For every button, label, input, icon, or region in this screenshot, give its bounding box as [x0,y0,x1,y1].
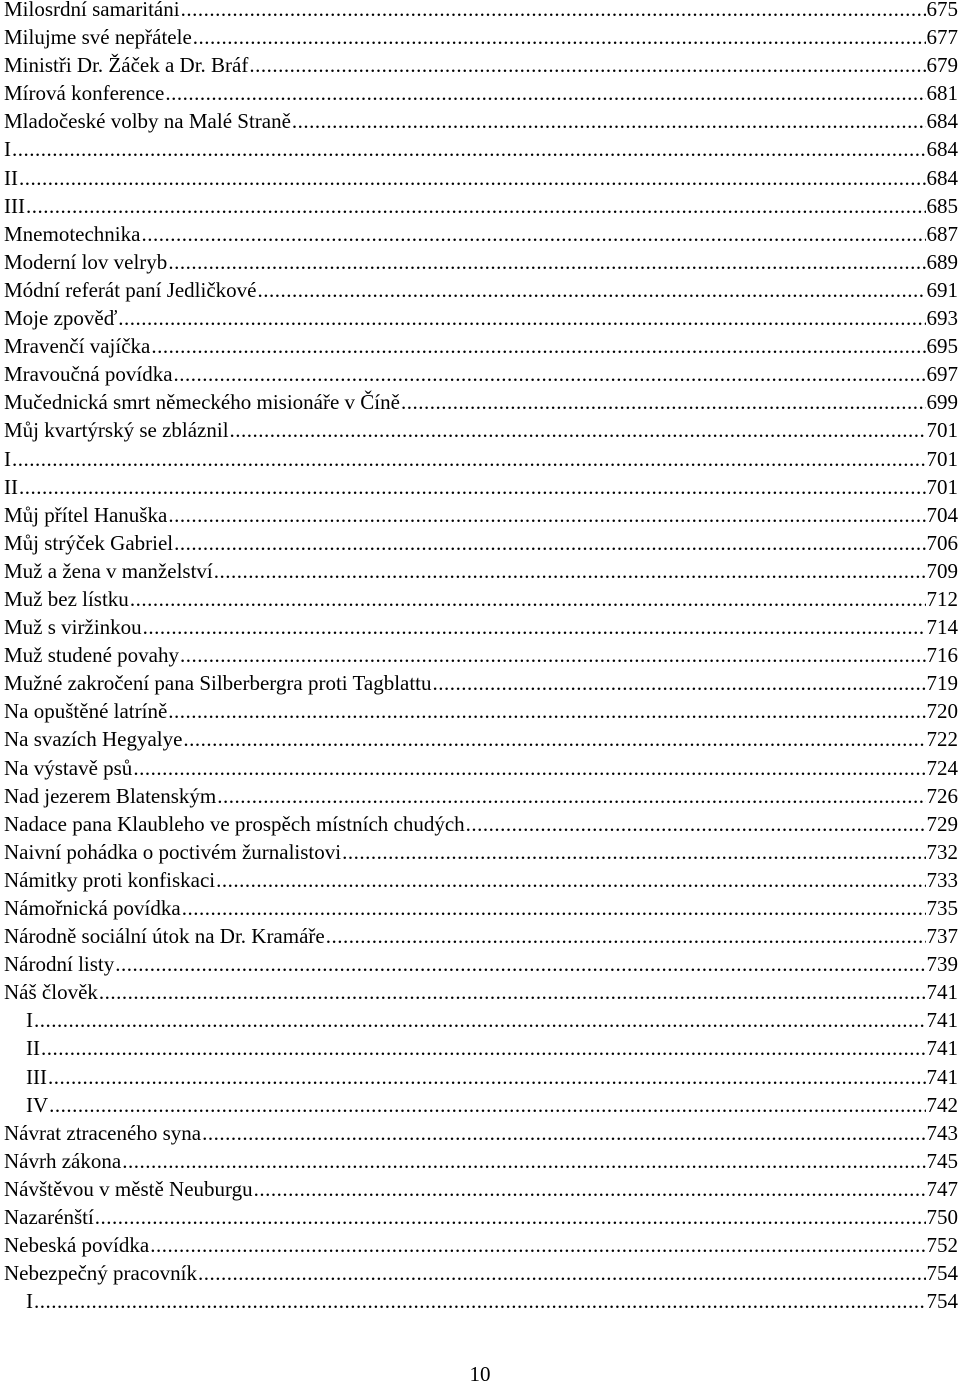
toc-entry-title: II [4,474,18,499]
toc-dot-leader [150,1231,925,1259]
toc-dot-leader [168,248,925,276]
toc-entry-page: 752 [926,1233,958,1258]
toc-entry-title: Mravenčí vajíčka [4,334,151,359]
toc-entry-page: 681 [926,81,958,106]
toc-entry-page: 716 [926,643,958,668]
toc-entry-page: 737 [926,924,958,949]
toc-dot-leader [168,501,925,529]
toc-entry-page: 685 [926,193,958,218]
toc-entry[interactable] [4,697,958,725]
toc-entry-page: 719 [926,671,958,696]
toc-entry-title: Muž s viržinkou [4,615,142,640]
toc-entry[interactable] [4,810,958,838]
toc-entry-title: Národní listy [4,952,115,977]
toc-entry[interactable] [4,51,958,79]
toc-entry[interactable] [4,1006,958,1034]
toc-entry-title: Nebeská povídka [4,1233,150,1258]
toc-entry[interactable] [4,164,958,192]
toc-dot-leader [168,697,925,725]
toc-dot-leader [180,641,926,669]
toc-dot-leader [214,557,926,585]
toc-entry-title: Milujme své nepřátele [4,25,192,50]
toc-entry-page: 741 [926,1008,958,1033]
toc-entry-title: Milosrdní samaritáni [4,0,180,21]
toc-entry-title: Na výstavě psů [4,755,133,780]
toc-dot-leader [130,585,926,613]
toc-entry-page: 684 [926,165,958,190]
toc-entry-title: I [4,446,11,471]
toc-dot-leader [95,1203,926,1231]
toc-entry[interactable] [4,669,958,697]
toc-dot-leader [143,613,926,641]
toc-entry[interactable] [4,782,958,810]
toc-entry-title: Nebezpečný pracovník [4,1261,197,1286]
toc-dot-leader [165,79,925,107]
toc-entry[interactable] [4,1063,958,1091]
toc-entry[interactable] [4,894,958,922]
toc-entry[interactable] [4,641,958,669]
toc-dot-leader [34,1287,926,1315]
toc-entry-page: 687 [926,221,958,246]
toc-entry[interactable] [4,1175,958,1203]
toc-entry-page: 733 [926,867,958,892]
toc-entry[interactable] [4,950,958,978]
toc-entry-page: 675 [926,0,958,21]
toc-entry[interactable] [4,922,958,950]
toc-entry[interactable] [4,220,958,248]
toc-dot-leader [19,473,926,501]
toc-dot-leader [249,51,925,79]
toc-dot-leader [48,1063,926,1091]
toc-entry-page: 747 [926,1176,958,1201]
toc-entry-title: Na opuštěné latríně [4,699,168,724]
toc-entry-page: 741 [926,980,958,1005]
toc-entry-page: 714 [926,615,958,640]
toc-dot-leader [181,0,926,23]
toc-dot-leader [326,922,926,950]
toc-entry[interactable] [4,473,958,501]
toc-entry-page: 701 [926,446,958,471]
toc-dot-leader [193,23,926,51]
toc-dot-leader [466,810,926,838]
toc-entry-page: 726 [926,783,958,808]
toc-dot-leader [342,838,925,866]
toc-dot-leader [49,1091,925,1119]
toc-entry-title: Návrat ztraceného syna [4,1120,202,1145]
toc-entry[interactable] [4,1147,958,1175]
toc-entry-title: Módní referát paní Jedličkové [4,277,257,302]
toc-entry[interactable] [4,754,958,782]
toc-entry-page: 750 [926,1205,958,1230]
toc-entry-page: 695 [926,334,958,359]
toc-entry-title: Národně sociální útok na Dr. Kramáře [4,924,325,949]
toc-entry-title: Muž bez lístku [4,586,129,611]
toc-entry-title: Námořnická povídka [4,896,181,920]
toc-entry-page: 701 [926,474,958,499]
toc-entry[interactable] [4,501,958,529]
toc-entry[interactable] [4,866,958,894]
toc-entry[interactable] [4,79,958,107]
toc-entry-title: IV [26,1092,49,1117]
toc-dot-leader [41,1034,926,1062]
toc-entry-title: Nad jezerem Blatenským [4,783,217,808]
toc-entry-page: 754 [926,1289,958,1314]
toc-entry-title: Můj kvartýrský se zbláznil [4,418,229,443]
toc-entry[interactable] [4,248,958,276]
toc-entry-title: Námitky proti konfiskaci [4,867,216,892]
toc-entry-title: I [26,1008,33,1033]
toc-entry-title: III [4,193,25,218]
toc-entry-title: Moje zpověď [4,306,118,331]
toc-dot-leader [217,782,925,810]
toc-dot-leader [115,950,925,978]
toc-entry-title: Mnemotechnika [4,221,141,246]
toc-entry-title: Na svazích Hegyalye [4,727,183,752]
toc-entry[interactable] [4,107,958,135]
toc-entry-title: I [26,1289,33,1314]
toc-entry[interactable] [4,304,958,332]
toc-entry-page: 724 [926,755,958,780]
toc-entry[interactable] [4,192,958,220]
toc-entry-page: 722 [926,727,958,752]
toc-dot-leader [258,276,926,304]
toc-entry-page: 699 [926,390,958,415]
toc-entry-title: Můj strýček Gabriel [4,530,174,555]
toc-entry-page: 704 [926,502,958,527]
toc-entry-title: Muž studené povahy [4,643,179,668]
toc-entry-page: 741 [926,1036,958,1061]
toc-entry[interactable] [4,332,958,360]
toc-dot-leader [292,107,926,135]
toc-dot-leader [401,388,926,416]
toc-entry[interactable] [4,529,958,557]
toc-dot-leader [254,1175,926,1203]
toc-entry-page: 684 [926,109,958,134]
toc-dot-leader [26,192,926,220]
toc-entry[interactable] [4,1091,958,1119]
toc-entry-page: 709 [926,558,958,583]
table-of-contents [4,0,958,1315]
toc-entry-page: 729 [926,811,958,836]
toc-entry[interactable] [4,613,958,641]
toc-entry[interactable] [4,276,958,304]
toc-entry[interactable] [4,978,958,1006]
toc-entry-title: Nadace pana Klaubleho ve prospěch místních chudých [4,811,465,836]
toc-entry[interactable] [4,725,958,753]
toc-entry[interactable] [4,416,958,444]
toc-entry-title: Návštěvou v městě Neuburgu [4,1176,253,1201]
toc-entry-title: I [4,137,11,162]
toc-entry-page: 739 [926,952,958,977]
toc-entry-page: 706 [926,530,958,555]
toc-entry-page: 689 [926,249,958,274]
toc-entry[interactable] [4,1034,958,1062]
toc-entry-title: Mužné zakročení pana Silberbergra proti Tagblattu [4,671,432,696]
toc-entry-title: Mírová konference [4,81,165,106]
toc-entry-page: 691 [926,277,958,302]
toc-entry-title: Moderní lov velryb [4,249,168,274]
toc-dot-leader [151,332,925,360]
toc-dot-leader [230,416,926,444]
toc-entry-title: III [26,1064,47,1089]
toc-dot-leader [99,978,926,1006]
toc-entry-title: Můj přítel Hanuška [4,502,168,527]
toc-entry-title: II [4,165,18,190]
toc-entry-title: Mučednická smrt německého misionáře v Číně [4,390,400,415]
page-number: 10 [469,1362,491,1386]
toc-entry[interactable] [4,1259,958,1287]
toc-entry-title: Mladočeské volby na Malé Straně [4,109,291,134]
toc-dot-leader [141,220,925,248]
toc-entry[interactable] [4,1203,958,1231]
toc-entry[interactable] [4,360,958,388]
toc-entry-page: 701 [926,418,958,443]
toc-entry[interactable] [4,135,958,163]
toc-entry-title: Naivní pohádka o poctivém žurnalistovi [4,839,342,864]
toc-dot-leader [122,1147,925,1175]
toc-entry[interactable] [4,838,958,866]
toc-entry-page: 735 [926,896,958,920]
toc-entry[interactable] [4,1119,958,1147]
toc-dot-leader [12,445,926,473]
toc-entry[interactable] [4,445,958,473]
toc-entry-page: 741 [926,1064,958,1089]
toc-entry-page: 679 [926,53,958,78]
toc-entry-page: 677 [926,25,958,50]
toc-entry[interactable] [4,23,958,51]
toc-dot-leader [118,304,925,332]
toc-dot-leader [433,669,926,697]
toc-entry-title: Muž a žena v manželství [4,558,213,583]
toc-dot-leader [174,529,925,557]
toc-entry-title: Návrh zákona [4,1148,122,1173]
toc-entry-page: 745 [926,1148,958,1173]
toc-dot-leader [174,360,926,388]
toc-entry-title: Ministři Dr. Žáček a Dr. Bráf [4,53,249,78]
toc-dot-leader [34,1006,926,1034]
toc-entry-page: 697 [926,362,958,387]
toc-entry-page: 732 [926,839,958,864]
toc-entry-title: Mravoučná povídka [4,362,173,387]
toc-entry[interactable] [4,557,958,585]
toc-dot-leader [12,135,926,163]
toc-dot-leader [198,1259,926,1287]
toc-entry-title: II [26,1036,40,1061]
toc-dot-leader [133,754,925,782]
toc-entry[interactable] [4,1287,958,1315]
toc-entry-page: 712 [926,586,958,611]
toc-entry-page: 743 [926,1120,958,1145]
toc-entry-page: 754 [926,1261,958,1286]
toc-dot-leader [19,164,926,192]
toc-entry-page: 742 [926,1092,958,1117]
toc-entry[interactable] [4,585,958,613]
toc-entry[interactable] [4,1231,958,1259]
toc-dot-leader [183,725,925,753]
toc-entry[interactable] [4,0,958,23]
toc-entry[interactable] [4,388,958,416]
toc-entry-page: 720 [926,699,958,724]
toc-entry-page: 684 [926,137,958,162]
toc-dot-leader [182,894,926,922]
toc-dot-leader [216,866,925,894]
toc-entry-title: Nazarénští [4,1205,94,1230]
toc-entry-page: 693 [926,306,958,331]
toc-entry-title: Náš člověk [4,980,98,1005]
toc-dot-leader [202,1119,925,1147]
